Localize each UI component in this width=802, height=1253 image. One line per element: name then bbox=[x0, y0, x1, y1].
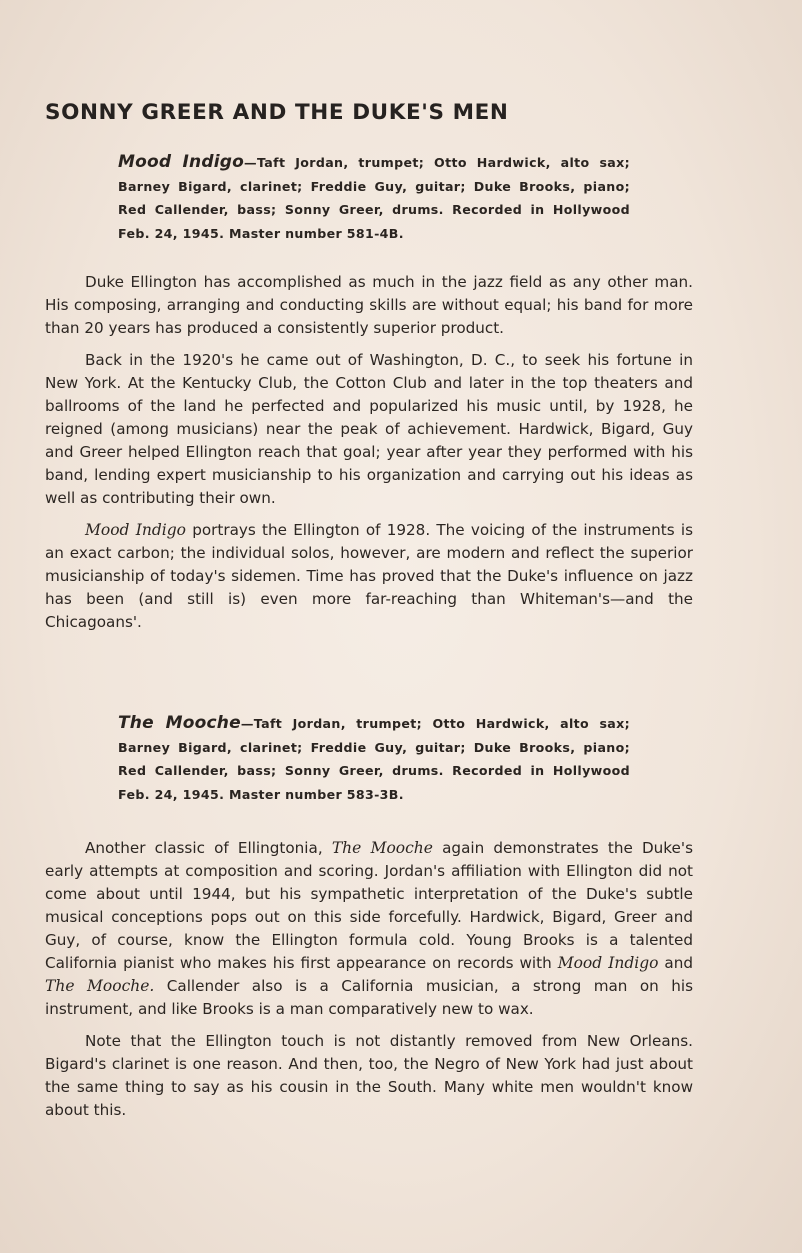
italic-title: Mood Indigo bbox=[85, 521, 187, 539]
record-dash: — bbox=[240, 716, 254, 731]
record-credit-mood-indigo bbox=[118, 151, 630, 245]
article-section-2 bbox=[45, 837, 693, 1131]
record-credits: Taft Jordan, trumpet; Otto Hardwick, alto sax; Barney Bigard, clarinet; Freddie Guy, guitar; Duke Brooks, piano; Red Callender, bass; Sonny Greer, drums. Recorded in Hollywood Feb. 24, 1945. Master number 581-4B. bbox=[118, 155, 630, 241]
record-title: Mood Indigo bbox=[118, 152, 245, 172]
record-credits: Taft Jordan, trumpet; Otto Hardwick, alto sax; Barney Bigard, clarinet; Freddie Guy, guitar; Duke Brooks, piano; Red Callender, bass; Sonny Greer, drums. Recorded in Hollywood Feb. 24, 1945. Master number 583-3B. bbox=[118, 716, 630, 802]
page-title: SONNY GREER AND THE DUKE'S MEN bbox=[45, 100, 509, 125]
article-section-1 bbox=[45, 271, 693, 643]
record-dash: — bbox=[244, 155, 257, 170]
paragraph: Note that the Ellington touch is not distantly removed from New Orleans. Bigard's clarinet is one reason. And then, too, the Negro of New York had just about the same thing to say as his cousin in the South. Many white men wouldn't know about this. bbox=[45, 1032, 693, 1119]
italic-title: The Mooche bbox=[331, 839, 433, 857]
paragraph-text: again demonstrates the Duke's early attempts at composition and scoring. Jordan's affiliation with Ellington did not come about until 1944, but his sympathetic interpretation of the Duke's subtle musical conceptions pops out on this side forcefully. Hardwick, Bigard, Greer and Guy, of course, know the Ellington formula cold. Young Brooks is a talented California pianist who makes his first appearance on records with bbox=[45, 839, 693, 972]
paragraph bbox=[45, 837, 693, 1021]
record-credit-the-mooche bbox=[118, 712, 630, 806]
record-title: The Mooche bbox=[118, 713, 241, 733]
paragraph-text: Callender also is a California musician, a strong man on his instrument, and like Brooks is a man comparatively new to wax. bbox=[45, 977, 694, 1018]
paragraph-text: and bbox=[658, 954, 694, 972]
italic-title: The Mooche. bbox=[45, 977, 155, 995]
paragraph-text: Another classic of Ellingtonia, bbox=[85, 839, 332, 857]
paragraph: Back in the 1920's he came out of Washington, D. C., to seek his fortune in New York. At the Kentucky Club, the Cotton Club and later in the top theaters and ballrooms of the land he perfected and popularized his music until, by 1928, he reigned (among musicians) near the peak of achievement. Hardwick, Bigard, Guy and Greer helped Ellington reach that goal; year after year they performed with his band, lending expert musicianship to his organization and carrying out his ideas as well as contributing their own. bbox=[45, 351, 693, 507]
paragraph: Duke Ellington has accomplished as much in the jazz field as any other man. His composing, arranging and conducting skills are without equal; his band for more than 20 years has produced a consistently superior product. bbox=[45, 273, 693, 337]
paragraph-text: portrays the Ellington of 1928. The voicing of the instruments is an exact carbon; the individual solos, however, are modern and reflect the superior musicianship of today's sidemen. Time has proved that the Duke's influence on jazz has been (and still is) even more far-reaching than Whiteman's—and the Chicagoans'. bbox=[45, 521, 693, 631]
paragraph bbox=[45, 519, 693, 634]
italic-title: Mood Indigo bbox=[557, 954, 659, 972]
